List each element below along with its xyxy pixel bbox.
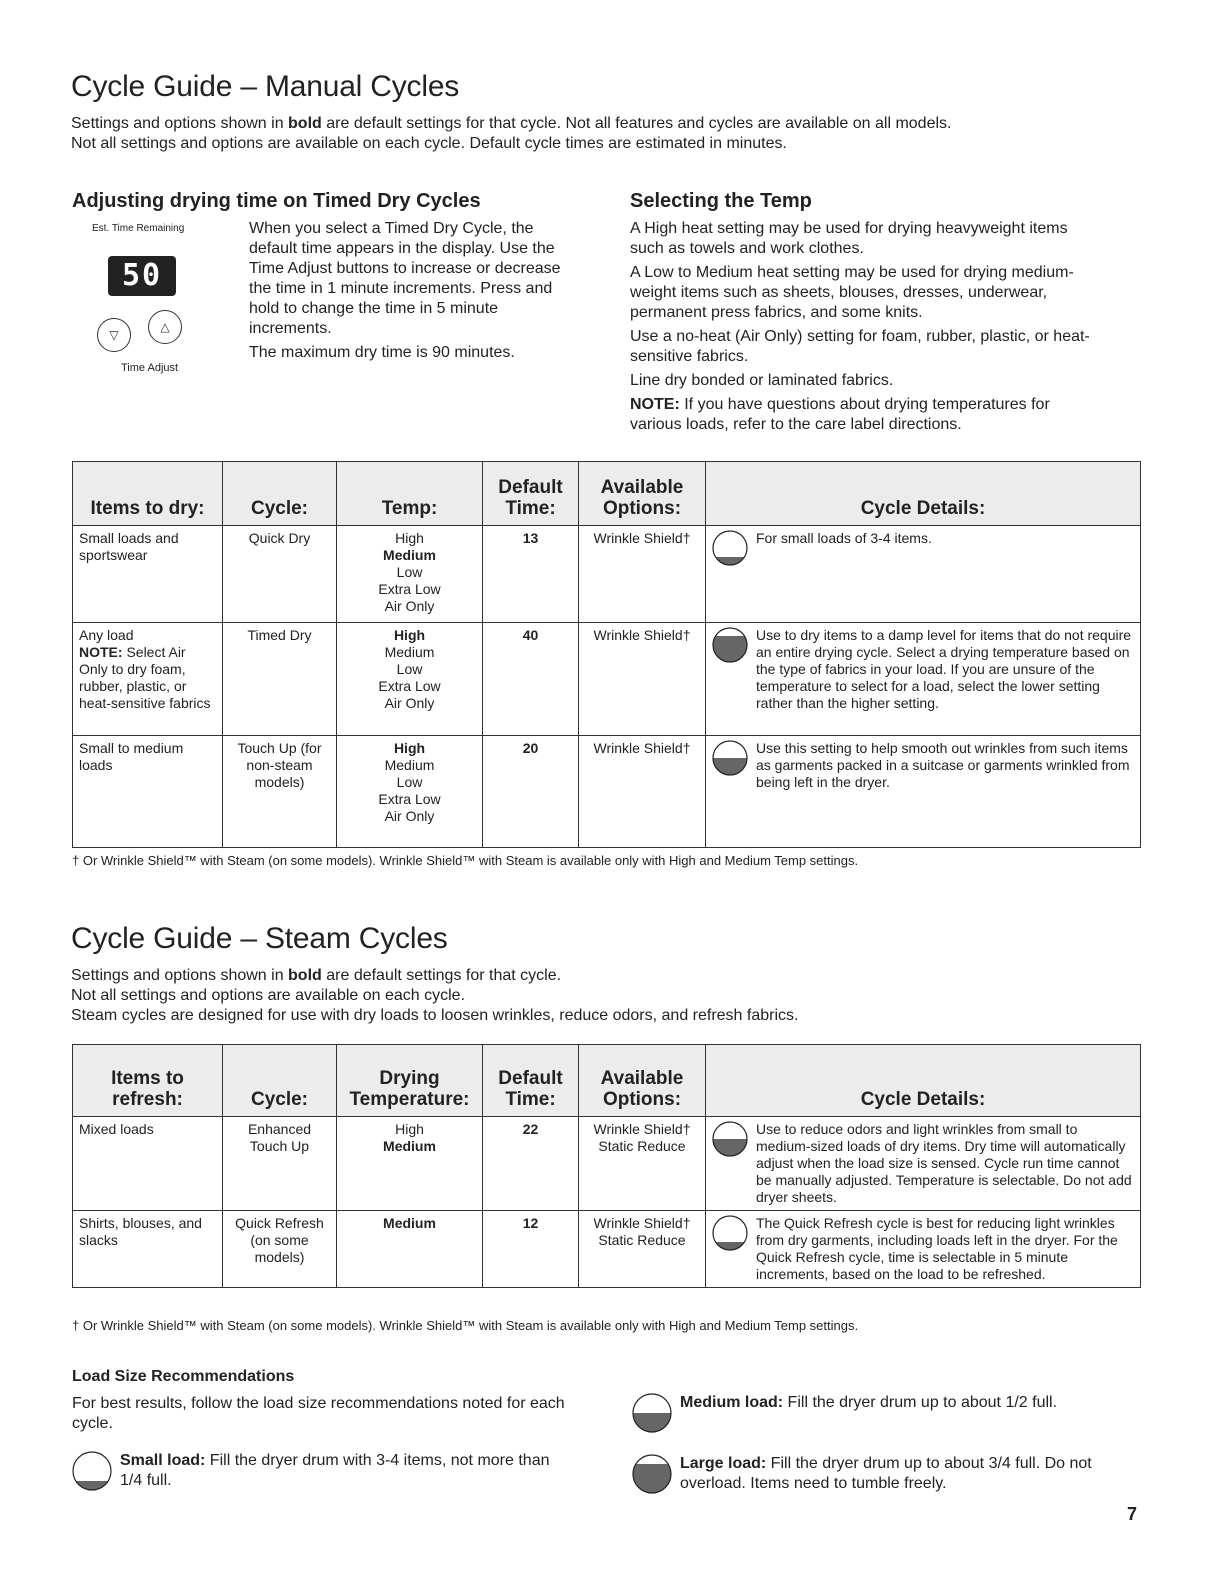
options-cell: Wrinkle Shield†	[579, 736, 706, 848]
chevron-up-icon: △	[160, 320, 170, 334]
details-cell	[706, 736, 1141, 848]
page-number: 7	[1127, 1504, 1138, 1524]
large-load-desc: Fill the dryer drum up to about 3/4 full. Do not overload. Items need to tumble freely.	[680, 1455, 1092, 1492]
table-row	[73, 1117, 1141, 1211]
temp-option: Low	[396, 564, 423, 580]
option-item: Wrinkle Shield†	[593, 1121, 691, 1137]
options-cell	[579, 1211, 706, 1288]
items-cell	[73, 526, 223, 623]
cycle-cell: Quick Dry	[223, 526, 337, 623]
col-header: Temp:	[337, 462, 483, 526]
temp-option: Air Only	[384, 695, 435, 711]
cycle-cell: Quick Refresh (on some models)	[223, 1211, 337, 1288]
large-load-icon	[632, 1454, 672, 1500]
temp-para: Use a no-heat (Air Only) setting for foam, rubber, plastic, or heat-sensitive fabrics.	[630, 328, 1090, 365]
temp-option: Medium	[383, 547, 436, 563]
option-item: Wrinkle Shield†	[593, 1215, 691, 1231]
details-text: Use this setting to help smooth out wrinkles from such items as garments packed in a suitcase or garments wrinkled from being left in the dryer.	[756, 740, 1130, 790]
load-size-icon	[712, 1215, 748, 1283]
items-text: Any load	[79, 627, 134, 643]
medium-load-label: Medium load:	[680, 1394, 784, 1411]
temp-option: Extra Low	[378, 791, 441, 807]
load-size-icon	[712, 530, 748, 570]
table-row	[73, 623, 1141, 736]
table-row	[73, 526, 1141, 623]
load-size-icon	[712, 627, 748, 712]
time-cell: 40	[483, 623, 579, 736]
manual-intro	[71, 114, 1151, 154]
temp-option: Medium	[383, 1138, 436, 1154]
intro-text: Not all settings and options are available on each cycle.	[71, 987, 466, 1004]
details-cell	[706, 1211, 1141, 1288]
col-header: Items to refresh:	[73, 1045, 223, 1117]
time-cell: 12	[483, 1211, 579, 1288]
temp-cell	[337, 1117, 483, 1211]
temp-option: High	[395, 1121, 424, 1137]
small-load-label: Small load:	[120, 1452, 206, 1469]
manual-title: Cycle Guide – Manual Cycles	[71, 70, 460, 103]
temp-option: High	[393, 627, 426, 643]
time-cell: 22	[483, 1117, 579, 1211]
intro-text: are default settings for that cycle.	[321, 967, 562, 984]
items-cell: Shirts, blouses, and slacks	[73, 1211, 223, 1288]
col-header: Cycle Details:	[706, 462, 1141, 526]
load-size-intro: For best results, follow the load size recommendations noted for each cycle.	[72, 1395, 565, 1432]
temp-option: Medium	[383, 1215, 436, 1231]
small-load-text	[120, 1451, 572, 1497]
time-cell: 13	[483, 526, 579, 623]
temp-option: Extra Low	[378, 678, 441, 694]
adjust-heading: Adjusting drying time on Timed Dry Cycles	[72, 190, 481, 212]
temp-option: Medium	[384, 644, 435, 660]
intro-text: Not all settings and options are available on each cycle. Default cycle times are estimated in minutes.	[71, 135, 787, 152]
details-text: The Quick Refresh cycle is best for reducing light wrinkles from dry garments, including loads left in the dryer. For the Quick Refresh cycle, time is selectable in 5 minute increments, based on the load to be refreshed.	[756, 1215, 1118, 1282]
details-cell	[706, 526, 1141, 623]
option-item: Static Reduce	[598, 1232, 686, 1248]
time-down-button[interactable]	[97, 318, 131, 352]
temp-cell	[337, 736, 483, 848]
intro-text: Settings and options shown in	[71, 967, 289, 984]
details-text: Use to dry items to a damp level for items that do not require an entire drying cycle. Select a drying temperature based on the type of fabrics in your load. If you are unsure of the temperature to select for a load, select the lower setting rather than the higher setting.	[756, 627, 1132, 711]
intro-bold: bold	[288, 115, 322, 132]
temp-option: Low	[396, 774, 423, 790]
temp-text	[630, 219, 1100, 439]
note-label: NOTE:	[79, 644, 123, 660]
medium-load-desc: Fill the dryer drum up to about 1/2 full.	[783, 1394, 1058, 1411]
options-cell: Wrinkle Shield†	[579, 526, 706, 623]
load-size-heading: Load Size Recommendations	[72, 1368, 295, 1385]
option-item: Static Reduce	[598, 1138, 686, 1154]
col-header: Available Options:	[579, 1045, 706, 1117]
col-header: Items to dry:	[73, 462, 223, 526]
options-cell: Wrinkle Shield†	[579, 623, 706, 736]
note-text: If you have questions about drying temperatures for various loads, refer to the care label directions.	[630, 396, 1050, 433]
temp-option: High	[395, 530, 424, 546]
cycle-cell: Enhanced Touch Up	[223, 1117, 337, 1211]
temp-heading: Selecting the Temp	[630, 190, 812, 212]
est-time-label: Est. Time Remaining	[92, 223, 185, 234]
small-load-icon	[72, 1451, 112, 1497]
table-row	[73, 736, 1141, 848]
adjust-para: When you select a Timed Dry Cycle, the default time appears in the display. Use the Time Adjust buttons to increase or decrease the time in 1 minute increments. Press and hold to change the time in 5 minute increments.	[249, 220, 561, 337]
items-cell	[73, 623, 223, 736]
details-text: Use to reduce odors and light wrinkles from small to medium-sized loads of dry items. Dry time will automatically adjust when the load size is sensed. Cycle run time cannot be manually adjusted. Temperature is selectable. Do not add dryer sheets.	[756, 1121, 1132, 1205]
time-adjust-label: Time Adjust	[121, 362, 179, 374]
items-text: Small to medium loads	[79, 740, 184, 773]
cycle-cell: Timed Dry	[223, 623, 337, 736]
temp-para: A Low to Medium heat setting may be used for drying medium-weight items such as sheets, blouses, dresses, underwear, permanent press fabrics, and some knits.	[630, 264, 1074, 321]
load-size-icon	[712, 1121, 748, 1206]
steam-intro	[71, 966, 1151, 1026]
adjust-para: The maximum dry time is 90 minutes.	[249, 344, 515, 361]
col-header: Default Time:	[483, 462, 579, 526]
temp-option: Medium	[384, 757, 435, 773]
col-header: Available Options:	[579, 462, 706, 526]
load-size-icon	[712, 740, 748, 791]
items-cell	[73, 736, 223, 848]
steam-footnote: † Or Wrinkle Shield™ with Steam (on some models). Wrinkle Shield™ with Steam is available only with High and Medium Temp settings.	[72, 1318, 859, 1333]
temp-option: Low	[396, 661, 423, 677]
details-cell	[706, 1117, 1141, 1211]
items-cell: Mixed loads	[73, 1117, 223, 1211]
adjust-text	[249, 219, 579, 367]
medium-load-icon	[632, 1393, 672, 1439]
intro-text: Steam cycles are designed for use with dry loads to loosen wrinkles, reduce odors, and refresh fabrics.	[71, 1007, 799, 1024]
col-header: Default Time:	[483, 1045, 579, 1117]
large-load-item	[632, 1454, 1112, 1500]
temp-option: High	[393, 740, 426, 756]
small-load-item	[72, 1451, 572, 1497]
col-header: Drying Temperature:	[337, 1045, 483, 1117]
temp-option: Extra Low	[378, 581, 441, 597]
manual-footnote: † Or Wrinkle Shield™ with Steam (on some models). Wrinkle Shield™ with Steam is available only with High and Medium Temp settings.	[72, 853, 859, 868]
details-text: For small loads of 3-4 items.	[756, 530, 932, 546]
temp-option: Air Only	[384, 808, 435, 824]
col-header: Cycle:	[223, 462, 337, 526]
small-load-desc: Fill the dryer drum with 3-4 items, not more than 1/4 full.	[120, 1452, 550, 1489]
time-display: 50	[108, 256, 176, 296]
cycle-cell: Touch Up (for non-steam models)	[223, 736, 337, 848]
large-load-label: Large load:	[680, 1455, 767, 1472]
options-cell	[579, 1117, 706, 1211]
intro-text: Settings and options shown in	[71, 115, 289, 132]
col-header: Cycle Details:	[706, 1045, 1141, 1117]
temp-option: Air Only	[384, 598, 435, 614]
chevron-down-icon: ▽	[109, 328, 119, 342]
time-cell: 20	[483, 736, 579, 848]
temp-cell	[337, 1211, 483, 1288]
note-text: Select Air Only to dry foam, rubber, plastic, or heat-sensitive fabrics	[79, 644, 211, 711]
steam-title: Cycle Guide – Steam Cycles	[71, 922, 448, 955]
table-row	[73, 1211, 1141, 1288]
temp-cell	[337, 526, 483, 623]
manual-cycle-table	[72, 461, 1141, 848]
details-cell	[706, 623, 1141, 736]
medium-load-item	[632, 1393, 1132, 1439]
temp-para: Line dry bonded or laminated fabrics.	[630, 372, 894, 389]
temp-para: A High heat setting may be used for drying heavyweight items such as towels and work clothes.	[630, 220, 1068, 257]
medium-load-text	[680, 1393, 1057, 1439]
items-text: Small loads and sportswear	[79, 530, 179, 563]
intro-text: are default settings for that cycle. Not all features and cycles are available on all models.	[321, 115, 952, 132]
temp-cell	[337, 623, 483, 736]
note-label: NOTE:	[630, 396, 680, 413]
time-up-button[interactable]	[148, 310, 182, 344]
intro-bold: bold	[288, 967, 322, 984]
large-load-text	[680, 1454, 1112, 1500]
col-header: Cycle:	[223, 1045, 337, 1117]
steam-cycle-table	[72, 1044, 1141, 1288]
